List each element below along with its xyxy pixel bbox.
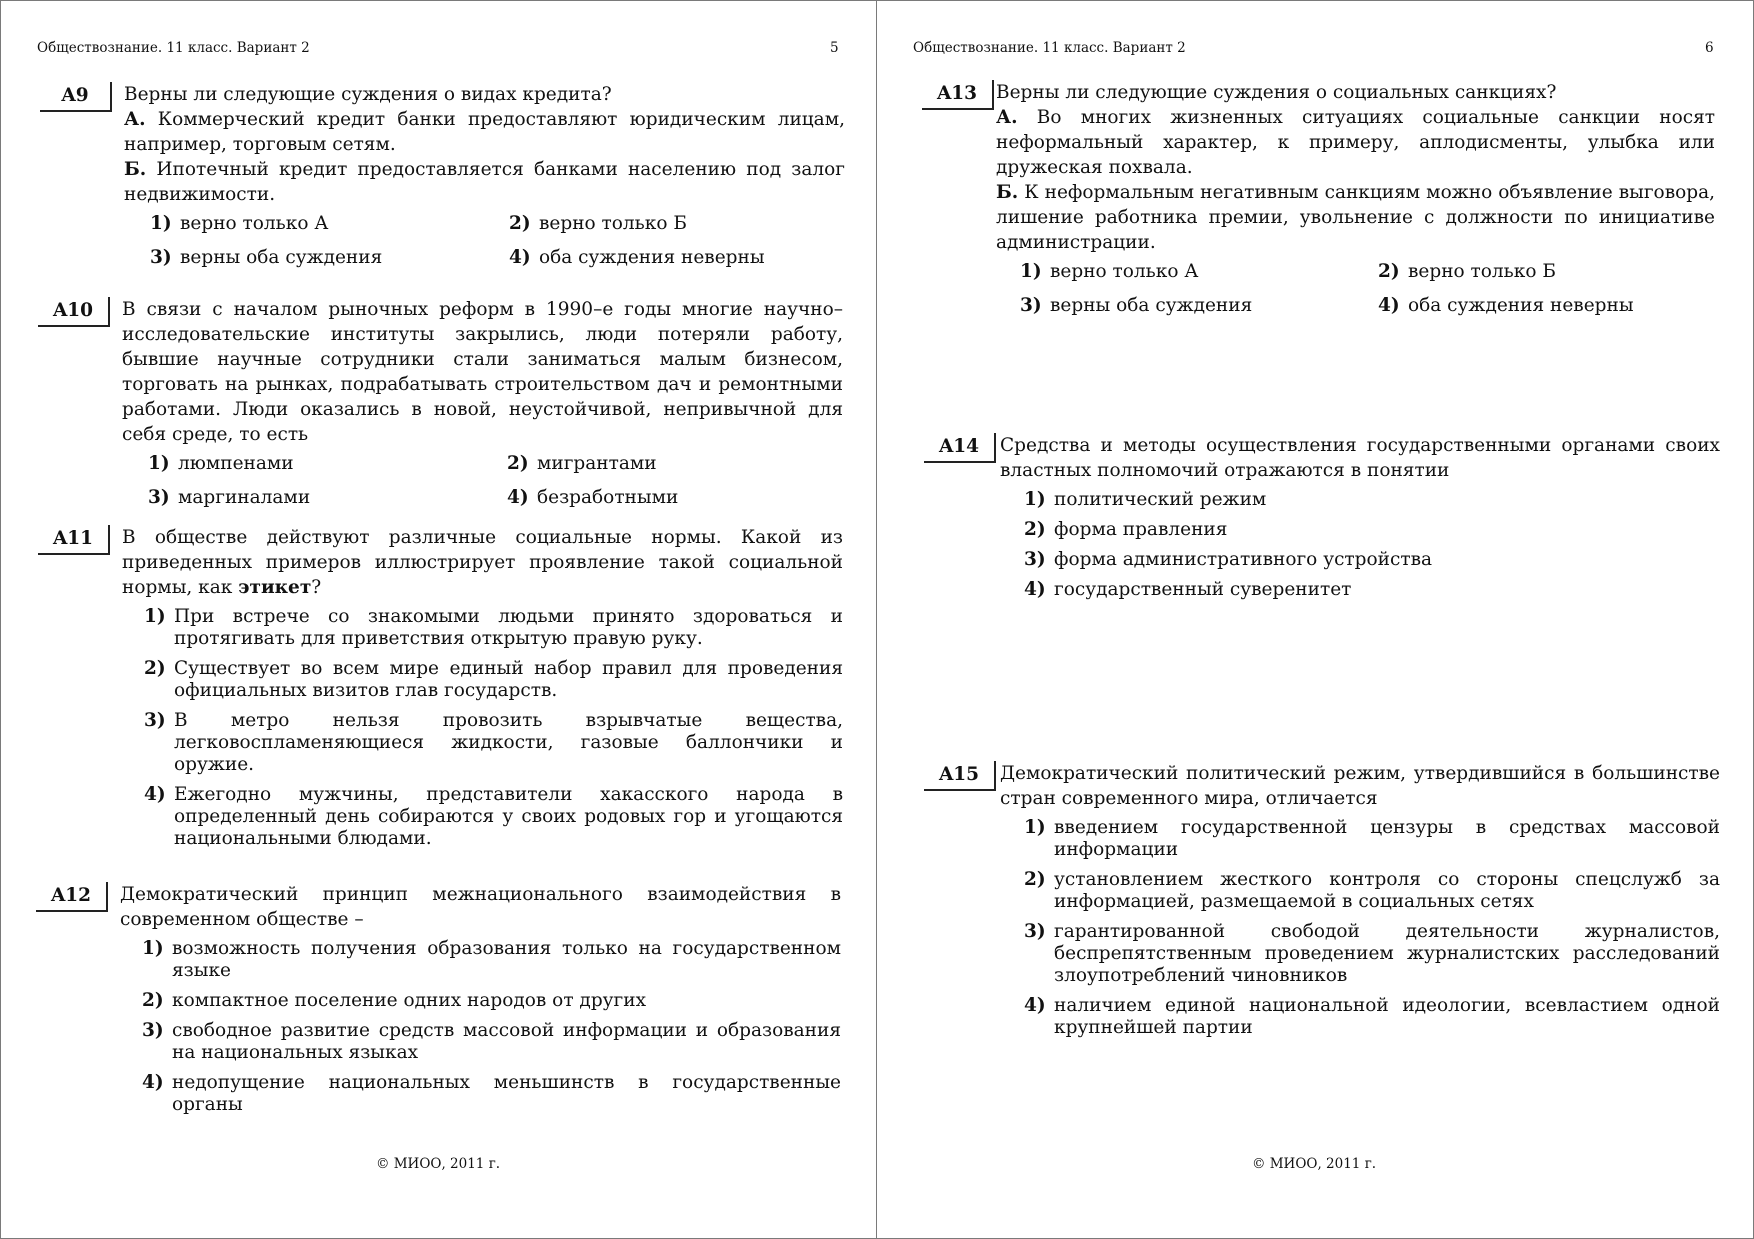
task-label-a10: A10 (38, 297, 110, 327)
task-a10-option-1[interactable]: 1) люмпенами (148, 453, 294, 474)
task-a10-options (122, 451, 843, 519)
task-a13-question: Верны ли следующие суждения о социальных санкциях? (996, 82, 1557, 103)
task-a14-option-4[interactable]: 4) государственный суверенитет (1024, 579, 1352, 600)
task-a13-judgement-b: Б. К неформальным негативным санкциям можно объявление выговора, лишение работника премии, увольнение с должности по инициативе администрации. (996, 182, 1715, 253)
task-a12-option-3[interactable]: 3) свободное развитие средств массовой информации и образования на национальных языках (142, 1020, 841, 1063)
left-page-header-title: Обществознание. 11 класс. Вариант 2 (37, 40, 310, 56)
task-a12-option-1[interactable]: 1) возможность получения образования только на государственном языке (142, 938, 841, 981)
task-a12-option-4[interactable]: 4) недопущение национальных меньшинств в государственные органы (142, 1072, 841, 1115)
task-a9-option-1[interactable]: 1) верно только А (150, 213, 329, 234)
left-page-footer: © МИОО, 2011 г. (375, 1156, 501, 1172)
task-a12-options (142, 938, 841, 1116)
task-a9 (40, 82, 845, 279)
task-a9-judgement-b: Б. Ипотечный кредит предоставляется банками населению под залог недвижимости. (124, 159, 845, 205)
page-divider (876, 0, 877, 1239)
task-a15 (924, 761, 1720, 1047)
task-a10-option-4[interactable]: 4) безработными (507, 487, 679, 508)
task-a12 (36, 882, 841, 1124)
task-label-a12: A12 (36, 882, 108, 912)
right-page-header-title: Обществознание. 11 класс. Вариант 2 (913, 40, 1186, 56)
task-a9-option-4[interactable]: 4) оба суждения неверны (509, 247, 765, 268)
task-a15-option-1[interactable]: 1) введением государственной цензуры в средствах массовой информации (1024, 817, 1720, 860)
task-a13-option-3[interactable]: 3) верны оба суждения (1020, 295, 1253, 316)
task-a11-options (144, 606, 843, 850)
task-a12-option-2[interactable]: 2) компактное поселение одних народов от других (142, 990, 647, 1011)
task-a15-option-3[interactable]: 3) гарантированной свободой деятельности журналистов, беспрепятственным проведением журналистских расследований злоупотреблений чиновников (1024, 921, 1720, 986)
task-a9-judgement-a: А. Коммерческий кредит банки предоставляют юридическим лицам, например, торговым сетям. (124, 109, 845, 155)
task-a11 (38, 525, 843, 858)
task-a13-option-4[interactable]: 4) оба суждения неверны (1378, 295, 1634, 316)
task-a14-option-1[interactable]: 1) политический режим (1024, 489, 1267, 510)
task-label-a11: A11 (38, 525, 110, 555)
task-a12-question: Демократический принцип межнационального взаимодействия в современном обществе – (120, 884, 841, 930)
task-a14-option-2[interactable]: 2) форма правления (1024, 519, 1228, 540)
task-a14-options (1024, 489, 1720, 601)
task-a9-option-2[interactable]: 2) верно только Б (509, 213, 687, 234)
task-a14-option-3[interactable]: 3) форма административного устройства (1024, 549, 1433, 570)
task-a11-option-4[interactable]: 4) Ежегодно мужчины, представители хакасского народа в определенный день собираются у своих родовых гор и угощаются национальными блюдами. (144, 784, 843, 849)
task-label-a15: A15 (924, 761, 996, 791)
task-a10-question: В связи с началом рыночных реформ в 1990–е годы многие научно–исследовательские институты закрылись, люди потеряли работу, бывшие научные сотрудники стали заниматься малым бизнесом, торговать на рынках, подрабатывать строительством дач и ремонтными работами. Люди оказались в новой, неустойчивой, непривычной для себя среде, то есть (122, 299, 843, 445)
task-a9-question: Верны ли следующие суждения о видах кредита? (124, 84, 612, 105)
task-a13-judgement-a: А. Во многих жизненных ситуациях социальные санкции носят неформальный характер, к примеру, аплодисменты, улыбка или дружеская похвала. (996, 107, 1715, 178)
task-a11-option-3[interactable]: 3) В метро нельзя провозить взрывчатые вещества, легковоспламеняющиеся жидкости, газовые баллончики и оружие. (144, 710, 843, 775)
task-a10-option-2[interactable]: 2) мигрантами (507, 453, 657, 474)
task-a13 (922, 80, 1715, 327)
task-a15-question: Демократический политический режим, утвердившийся в большинстве стран современного мира, отличается (1000, 763, 1720, 809)
right-page-footer: © МИОО, 2011 г. (1251, 1156, 1377, 1172)
task-label-a14: A14 (924, 433, 996, 463)
task-a14 (924, 433, 1720, 609)
task-a13-options (996, 259, 1715, 327)
task-a13-option-1[interactable]: 1) верно только А (1020, 261, 1199, 282)
task-label-a13: A13 (922, 80, 994, 110)
task-a11-option-1[interactable]: 1) При встрече со знакомыми людьми принято здороваться и протягивать для приветствия открытую правую руку. (144, 606, 843, 649)
task-a13-option-2[interactable]: 2) верно только Б (1378, 261, 1556, 282)
task-a10 (38, 297, 843, 519)
task-a11-question: В обществе действуют различные социальные нормы. Какой из приведенных примеров иллюстрирует проявление такой социальной нормы, как этикет? (122, 527, 843, 598)
task-a15-option-2[interactable]: 2) установлением жесткого контроля со стороны спецслужб за информацией, размещаемой в социальных сетях (1024, 869, 1720, 912)
task-a11-option-2[interactable]: 2) Существует во всем мире единый набор правил для проведения официальных визитов глав государств. (144, 658, 843, 701)
task-label-a9: A9 (40, 82, 112, 112)
left-page-number: 5 (830, 40, 839, 56)
task-a14-question: Средства и методы осуществления государственными органами своих властных полномочий отражаются в понятии (1000, 435, 1720, 481)
task-a9-options (124, 211, 845, 279)
task-a15-option-4[interactable]: 4) наличием единой национальной идеологии, всевластием одной крупнейшей партии (1024, 995, 1720, 1038)
task-a15-options (1024, 817, 1720, 1039)
task-a9-option-3[interactable]: 3) верны оба суждения (150, 247, 383, 268)
right-page-number: 6 (1705, 40, 1714, 56)
task-a10-option-3[interactable]: 3) маргиналами (148, 487, 311, 508)
